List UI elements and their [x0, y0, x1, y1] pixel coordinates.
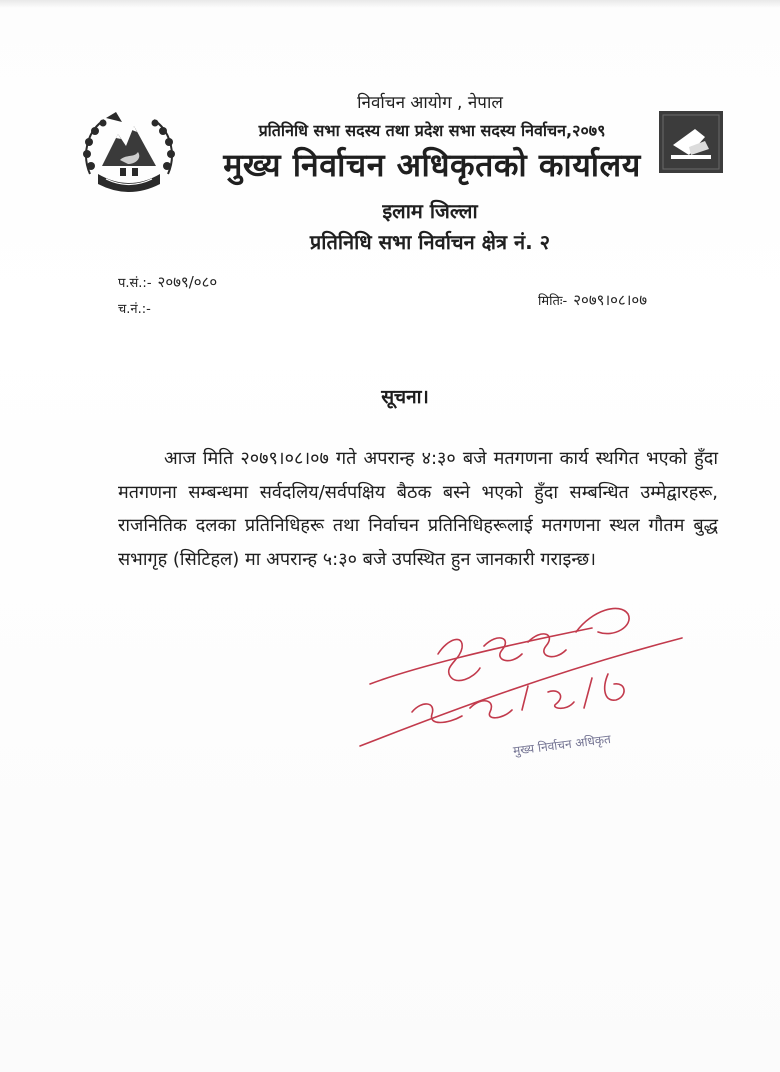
date-label: मितिः-: [538, 294, 568, 309]
election-name: प्रतिनिधि सभा सदस्य तथा प्रदेश सभा सदस्य निर्वाचन,२०७९: [258, 121, 606, 140]
district-name: इलाम जिल्ला: [382, 199, 478, 223]
scan-edge-shadow: [0, 0, 780, 8]
officer-stamp: मुख्य निर्वाचन अधिकृत: [512, 732, 612, 758]
date-value: २०७९।०८।०७: [573, 291, 648, 309]
reference-label: प.सं.:-: [118, 276, 152, 291]
reference-value: २०७९/०८०: [157, 273, 218, 291]
notice-heading: सूचना।: [381, 386, 429, 408]
dispatch-number: [118, 299, 151, 317]
handwritten-signature: [352, 588, 692, 748]
document-date: [538, 290, 647, 310]
commission-name: निर्वाचन आयोग , नेपाल: [357, 93, 503, 113]
dispatch-label: च.नं.:-: [118, 302, 151, 317]
office-title: मुख्य निर्वाचन अधिकृतको कार्यालय: [223, 146, 641, 184]
reference-number: [118, 272, 217, 292]
notice-body: आज मिति २०७९।०८।०७ गते अपरान्ह ४:३० बजे मतगणना कार्य स्थगित भएको हुँदा मतगणना सम्बन्धमा सर्वदलिय/सर्वपक्षिय बैठक बस्ने भएको हुँदा सम्बन्धित उम्मेद्वारहरू, राजनितिक दलका प्रतिनिधिहरू तथा निर्वाचन प्रतिनिधिहरूलाई मतगणना स्थल गौतम बुद्ध सभागृह (सिटिहल) मा अपरान्ह ५:३० बजे उपस्थित हुन जानकारी गराइन्छ।: [118, 448, 718, 570]
constituency-name: प्रतिनिधि सभा निर्वाचन क्षेत्र नं. २: [309, 230, 551, 254]
